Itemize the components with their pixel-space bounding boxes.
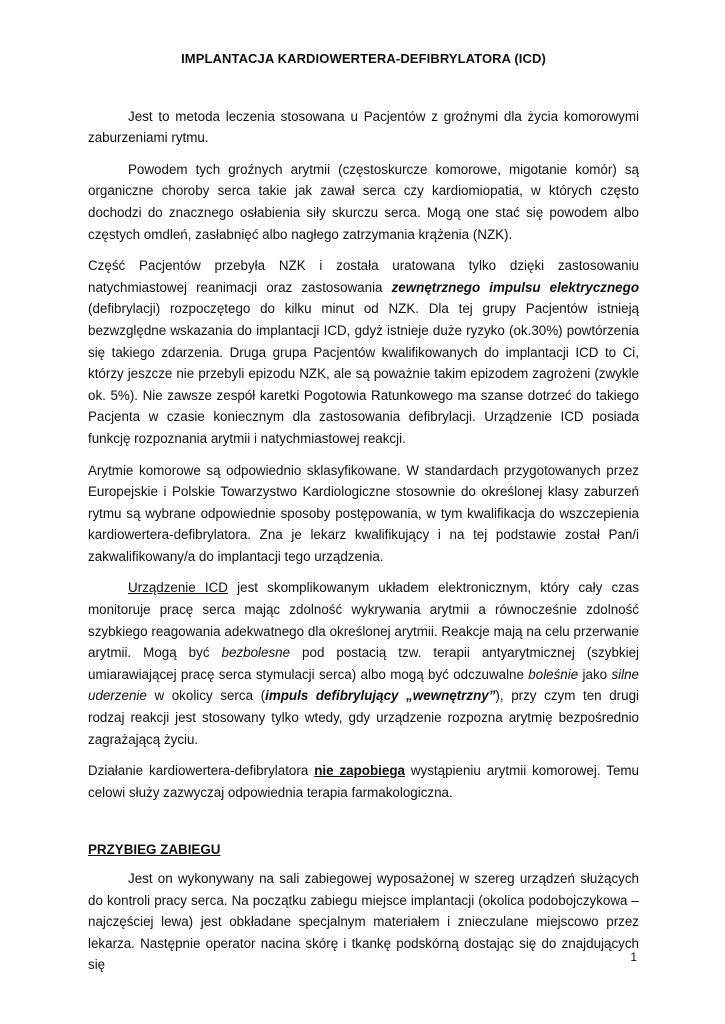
section-heading-procedure: PRZYBIEG ZABIEGU <box>88 842 221 858</box>
emphasis-does-not-prevent: nie zapobiega <box>314 763 405 779</box>
text-run: Działanie kardiowertera-defibrylatora <box>88 763 315 779</box>
paragraph-device <box>88 577 639 750</box>
text-run: wystąpieniu arytmii komorowej. Temu celowi służy zazwyczaj odpowiednia terapia farmakologiczna. <box>88 763 639 800</box>
document-title: IMPLANTACJA KARDIOWERTERA-DEFIBRYLATORA (ICD) <box>181 51 546 66</box>
text-run: jako <box>578 666 612 682</box>
italic-painfully: boleśnie <box>528 666 579 682</box>
emphasis-external-impulse: zewnętrznego impulsu elektrycznego <box>391 279 639 295</box>
paragraph-patient-groups <box>88 255 639 449</box>
text-run: ), przy czym ten drugi rodzaj reakcji jest stosowany tylko wtedy, gdy urządzenie rozpozna arytmię bezpośrednio zagrażającą życiu. <box>88 688 639 747</box>
paragraph-procedure: Jest on wykonywany na sali zabiegowej wyposażonej w szereg urządzeń służących do kontroli pracy serca. Na początku zabiegu miejsce implantacji (okolica podobojczykowa – najczęściej lewa) jest obkładane specjalnym materiałem i znieczulane miejscowo przez lekarza. Następnie operator nacina skórę i tkankę podskórną dostając się do znajdujących się <box>88 871 639 973</box>
text-run: (defibrylacji) rozpoczętego do kilku minut od NZK. Dla tej grupy Pacjentów istnieją bezwzględne wskazania do implantacji ICD, gdyż istnieje duże ryzyko (ok.30%) powtórzenia się takiego zdarzenia. Druga grupa Pacjentów kwalifikowanych do implantacji ICD to Ci, którzy jeszcze nie przebyli epizodu NZK, ale są poważnie takim epizodem zagrożeni (zwykle ok. 5%). Nie zawsze zespół karetki Pogotowia Ratunkowego ma szanse dotrzeć do takiego Pacjenta w czasie koniecznym dla zastosowania defibrylacji. Urządzenie ICD posiada funkcję rozpoznania arytmii i natychmiastowej reakcji. <box>88 301 639 446</box>
text-run: pod postacią tzw. terapii antyarytmicznej (szybkiej umiarawiającej pracę serca stymulacji serca) albo mogą być odczuwalne <box>88 645 639 682</box>
paragraph-intro: Jest to metoda leczenia stosowana u Pacjentów z groźnymi dla życia komorowymi zaburzeniami rytmu. <box>88 108 639 146</box>
paragraph-limitation <box>88 760 639 803</box>
italic-painless: bezbolesne <box>221 645 291 661</box>
text-run: jest skomplikowanym układem elektronicznym, który cały czas monitoruje pracę serca mając zdolność wykrywania arytmii a równocześnie zdolność szybkiego reagowania adekwatnego dla określonej arytmii. Reakcje mają na celu przerwanie arytmii. Mogą być <box>88 580 640 661</box>
text-run: Część Pacjentów przebyła NZK i została uratowana tylko dzięki zastosowaniu natychmiastowej reanimacji oraz zastosowania <box>88 258 639 295</box>
paragraph-causes: Powodem tych groźnych arytmii (częstoskurcze komorowe, migotanie komór) są organiczne choroby serca takie jak zawał serca czy kardiomiopatia, w których często dochodzi do znacznego osłabienia siły skurczu serca. Mogą one stać się powodem albo częstych omdleń, zasłabnięć albo nagłego zatrzymania krążenia (NZK). <box>88 161 639 242</box>
paragraph-classification: Arytmie komorowe są odpowiednio sklasyfikowane. W standardach przygotowanych przez Europejskie i Polskie Towarzystwo Kardiologiczne stosownie do określonej klasy zaburzeń rytmu są wybrane odpowiednie sposoby postępowania, w tym kwalifikacja do wszczepienia kardiowertera-defibrylatora. Zna je lekarz kwalifikujący i na tej podstawie został Pan/i zakwalifikowany/a do implantacji tego urządzenia. <box>88 462 639 564</box>
emphasis-internal-impulse: impuls defibrylujący „wewnętrzny” <box>265 688 496 704</box>
underlined-device-term: Urządzenie ICD <box>128 580 228 596</box>
text-run: w okolicy serca ( <box>146 688 266 704</box>
page-number: 1 <box>630 950 637 964</box>
italic-strong-hit: silne uderzenie <box>88 666 639 704</box>
document-page <box>88 48 639 986</box>
